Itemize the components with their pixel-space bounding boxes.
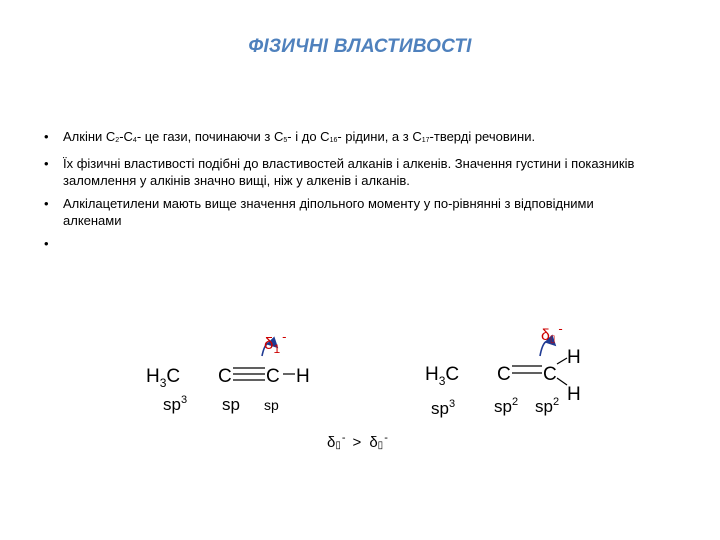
alkene-hydrogen-top: H xyxy=(567,347,581,368)
hybridization-sp3: $sp^3$ xyxy=(163,394,188,414)
bullet-dot: • xyxy=(44,236,49,251)
bullet-dot: • xyxy=(44,156,49,171)
bullet-text: -С xyxy=(119,129,133,144)
page-title: ФІЗИЧНІ ВЛАСТИВОСТІ xyxy=(248,36,472,57)
bullet-text: Їх фізичні властивості подібні до властивостей алканів і алкенів. Значення густини і показників заломлення у алкінів значно вищі, ніж у алкенів і алканів. xyxy=(63,156,635,188)
double-bond xyxy=(512,366,542,373)
bullet-dot: • xyxy=(44,196,49,211)
subscript: 4 xyxy=(132,137,137,144)
triple-bond xyxy=(233,368,265,380)
alkyne-carbon-1: C xyxy=(218,366,232,387)
bullet-text: - і до С xyxy=(287,129,330,144)
delta-charge-alkene: δ▯- xyxy=(541,321,563,345)
alkene-carbon-1: C xyxy=(497,364,511,385)
hybridization-sp: sp xyxy=(264,397,279,413)
hybridization-sp: sp xyxy=(222,395,240,414)
subscript: 16 xyxy=(329,137,338,144)
alkene-carbon-2: C xyxy=(543,364,557,385)
bullet-text: Алкілацетилени мають вище значення діпольного моменту у по-рівнянні з відповідними алкенами xyxy=(63,196,594,228)
subscript: 17 xyxy=(421,137,430,144)
hybridization-sp2: $sp^2$ xyxy=(535,396,560,416)
subscript: 2 xyxy=(115,137,120,144)
bullet-text: - рідини, а з С xyxy=(337,129,422,144)
bullet-text: - це гази, починаючи з С xyxy=(136,129,284,144)
delta-charge-alkyne: $\delta_1^-$ xyxy=(264,329,287,356)
alkene-hydrogen-bottom: H xyxy=(567,384,581,405)
subscript: 5 xyxy=(283,137,288,144)
alkyne-h3c-label: $H_3C$ xyxy=(146,366,181,390)
bullet-text: Алкіни С xyxy=(63,129,116,144)
bullet-dot: • xyxy=(44,129,49,144)
alkene-structure xyxy=(425,321,581,418)
hybridization-sp3: $sp^3$ xyxy=(431,398,456,418)
alkyne-hydrogen: H xyxy=(296,366,310,387)
single-bond xyxy=(557,358,567,364)
hybridization-sp2: $sp^2$ xyxy=(494,396,519,416)
alkyne-structure xyxy=(146,329,310,414)
bullet-text: -тверді речовини. xyxy=(429,129,536,144)
single-bond xyxy=(557,378,567,385)
charge-comparison: δ▯- > δ▯- xyxy=(327,432,388,451)
alkyne-carbon-2: C xyxy=(266,366,280,387)
alkene-h3c-label: $H_3C$ xyxy=(425,364,460,388)
